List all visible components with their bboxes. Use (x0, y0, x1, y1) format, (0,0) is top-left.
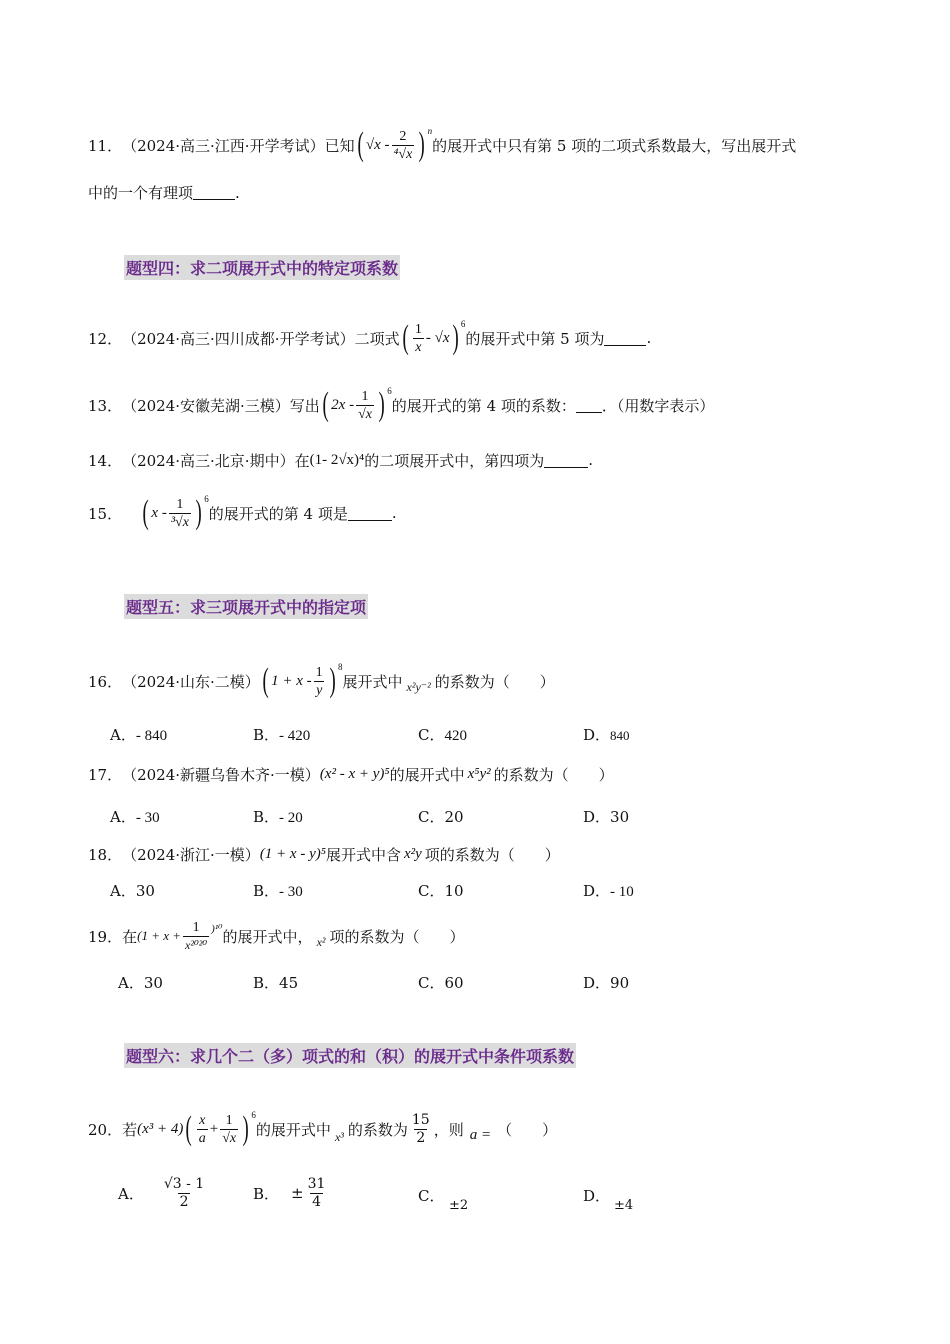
term: x²y (403, 845, 422, 862)
option-d[interactable]: D．840 (583, 726, 630, 744)
question-16: 16． （2024·山东·二模） ( 1 + x - $\frac{1}{y}$ ) 8 展开式中 x²y⁻² 的系数为（ ） (88, 662, 555, 699)
option-a[interactable]: A．30 (110, 882, 155, 900)
section-title-5: 题型五：求三项展开式中的指定项 (124, 594, 368, 619)
question-text: 的展开式中， (222, 927, 313, 946)
expression: (1 + x - y)⁵ (259, 845, 326, 862)
term: x²y⁻² (406, 679, 431, 694)
term: x³ (334, 1129, 344, 1144)
question-13: 13． （2024·安徽芜湖·三模）写出 ( 2x - $\frac{1}{√x}$ ) 6 的展开式的第 4 项的系数： ．（用数字表示） (88, 386, 715, 423)
answer-blank[interactable] (348, 506, 392, 521)
question-text: 的展开式的第 4 项是 (208, 504, 348, 523)
question-19: 19． 在 (1 + x + $\frac{1}{\text{x²⁰²⁰}}$ )¹⁰ 的展开式中， x² 项的系数为（ ） (88, 919, 465, 952)
option-c-value[interactable]: ±2 (449, 1198, 469, 1213)
question-number: 18． (88, 845, 123, 864)
question-12: 12． （2024·高三·四川成都·开学考试）二项式 ( $\frac{1}{x}$ - √x ) 6 的展开式中第 5 项为 . (88, 319, 652, 356)
option-d[interactable]: D．- 10 (583, 882, 634, 900)
question-number: 13． (88, 396, 123, 415)
question-11 (88, 125, 796, 165)
expression: ( 1 + x - $\frac{1}{y}$ ) 8 (262, 662, 343, 699)
expression: ( $\frac{1}{x}$ - √x ) 6 (402, 319, 466, 356)
expression: (x³ + 4) ( $\frac{x}{a}$ + $\frac{1}{√x}$ ) 6 (137, 1110, 256, 1147)
question-source: （2024·浙江·一模） (122, 845, 260, 864)
section-title-4: 题型四：求二项展开式中的特定项系数 (124, 255, 400, 280)
question-number: 12． (88, 329, 123, 348)
question-number: 17． (88, 765, 123, 784)
term: x⁵y² (467, 765, 491, 782)
question-text: 展开式中 (342, 672, 403, 691)
answer-blank[interactable] (576, 398, 602, 413)
option-b[interactable]: B． ± $\frac{31}{4}$ (253, 1175, 326, 1210)
option-c[interactable]: C．10 (418, 882, 464, 900)
option-d[interactable]: D．90 (583, 974, 630, 992)
fraction: $\frac{15}{2}$ (411, 1111, 430, 1146)
option-a[interactable]: A．30 (118, 974, 163, 992)
option-d[interactable]: D．30 (583, 808, 630, 826)
option-c[interactable]: C．20 (418, 808, 464, 826)
question-text: 的二项展开式中，第四项为 (364, 451, 545, 470)
question-number: 11． (88, 136, 123, 155)
question-source: （2024·高三·北京·期中）在 (122, 451, 310, 470)
question-source: （2024·高三·四川成都·开学考试）二项式 (122, 329, 400, 348)
question-number: 15． (88, 504, 123, 523)
option-b[interactable]: B．45 (253, 974, 299, 992)
option-c[interactable]: C．60 (418, 974, 464, 992)
answer-blank[interactable] (193, 185, 235, 200)
option-d[interactable]: D． (583, 1187, 611, 1205)
question-18: 18． （2024·浙江·一模） (1 + x - y)⁵ 展开式中含 x²y 项的系数为（ ） (88, 845, 560, 864)
expression: ( x - $\frac{1}{\text{³√x}}$ ) 6 (142, 494, 209, 531)
expression: ( √x - $\frac{2}{\text{⁴√x}}$ ) n (357, 126, 433, 163)
question-number: 19． (88, 927, 123, 946)
question-text: 的展开式中 (389, 765, 465, 784)
expression: (1 + x + $\frac{1}{\text{x²⁰²⁰}}$ )¹⁰ (137, 919, 223, 952)
question-number: 20． (88, 1120, 123, 1139)
question-text: 的展开式的第 4 项的系数： (391, 396, 576, 415)
question-15: 15． ( x - $\frac{1}{\text{³√x}}$ ) 6 的展开式的第 4 项是 . (88, 494, 397, 531)
option-a[interactable]: A．- 840 (110, 726, 168, 744)
question-text: 的展开式中第 5 项为 (465, 329, 605, 348)
answer-blank[interactable] (544, 453, 588, 468)
option-d-value[interactable]: ±4 (614, 1198, 634, 1213)
option-a[interactable]: A． $\frac{√3 - 1}{2}$ (118, 1175, 205, 1210)
question-17: 17． （2024·新疆乌鲁木齐·一模） (x² - x + y)⁵ 的展开式中 x⁵y² 的系数为（ ） (88, 765, 614, 784)
option-b[interactable]: B．- 420 (253, 726, 311, 744)
question-11-line2: 中的一个有理项 . (88, 183, 240, 202)
term: x² (316, 934, 326, 949)
section-title-6: 题型六：求几个二（多）项式的和（积）的展开式中条件项系数 (124, 1043, 576, 1068)
expression: (1- 2√x)⁴ (309, 451, 365, 468)
option-c[interactable]: C． (418, 1187, 445, 1205)
question-20: 20． 若 (x³ + 4) ( $\frac{x}{a}$ + $\frac{1}{√x}$ ) 6 的展开式中 x³ 的系数为 $\frac{15}{2}$ ，则 a = （ ） (88, 1110, 558, 1147)
question-source: 在 (122, 927, 138, 946)
question-source: 若 (122, 1120, 138, 1139)
option-a[interactable]: A．- 30 (110, 808, 160, 826)
question-source: （2024·安徽芜湖·三模）写出 (122, 396, 320, 415)
expression: ( 2x - $\frac{1}{√x}$ ) 6 (322, 386, 392, 423)
option-b[interactable]: B．- 20 (253, 808, 303, 826)
question-14: 14． （2024·高三·北京·期中）在 (1- 2√x)⁴ 的二项展开式中，第四项为 . (88, 451, 594, 470)
question-source: （2024·新疆乌鲁木齐·一模） (122, 765, 320, 784)
option-b[interactable]: B．- 30 (253, 882, 303, 900)
expression: (x² - x + y)⁵ (319, 765, 390, 782)
question-number: 16． (88, 672, 123, 691)
question-text: 展开式中含 (325, 845, 401, 864)
question-source: （2024·高三·江西·开学考试）已知 (122, 136, 355, 155)
question-text: 的展开式中只有第 5 项的二项式系数最大，写出展开式 (432, 136, 797, 155)
question-number: 14． (88, 451, 123, 470)
option-c[interactable]: C．420 (418, 726, 467, 744)
question-text: 的展开式中 (255, 1120, 331, 1139)
question-source: （2024·山东·二模） (122, 672, 260, 691)
answer-blank[interactable] (604, 331, 646, 346)
